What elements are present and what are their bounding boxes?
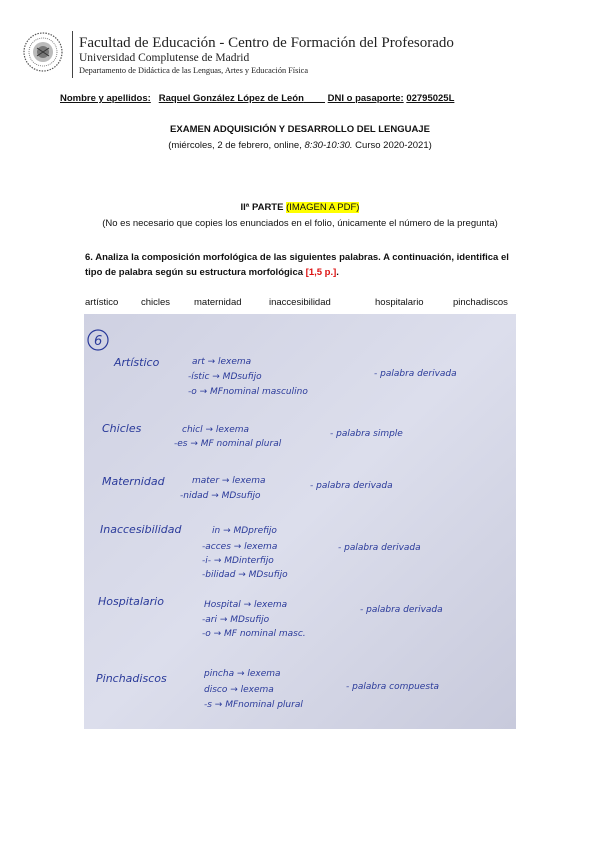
id-value: 02795025L — [406, 93, 455, 104]
svg-text:-ístic → MDsufijo: -ístic → MDsufijo — [188, 372, 262, 382]
hw-pinchadiscos-word: Pinchadiscos — [96, 672, 167, 685]
question-6: 6. Analiza la composición morfológica de las siguientes palabras. A continuación, identifica el tipo de palabra según su estructura morfológica [1,5 p.]. — [85, 252, 509, 278]
handwritten-answer-photo — [84, 314, 516, 729]
svg-text:-acces → lexema: -acces → lexema — [202, 542, 278, 552]
svg-text:-s → MFnominal plural: -s → MFnominal plural — [204, 700, 303, 710]
svg-text:pincha → lexema: pincha → lexema — [204, 669, 281, 679]
student-id-line — [60, 93, 454, 104]
word-chicles: chicles — [141, 297, 171, 308]
name-value: Raquel González López de León — [158, 93, 304, 104]
word-inaccesibilidad: inaccesibilidad — [269, 297, 331, 308]
word-pinchadiscos: pinchadiscos — [453, 297, 508, 308]
svg-text:- palabra simple: - palabra simple — [330, 429, 403, 439]
name-label: Nombre y apellidos: — [60, 93, 151, 104]
word-artistico: artístico — [85, 297, 119, 308]
svg-text:-o → MFnominal masculino: -o → MFnominal masculino — [188, 387, 308, 397]
university-seal-logo — [22, 30, 64, 74]
svg-text:disco → lexema: disco → lexema — [204, 685, 274, 695]
hw-artistico-word: Artístico — [114, 356, 160, 369]
svg-text:mater → lexema: mater → lexema — [192, 476, 266, 486]
exam-title: EXAMEN ADQUISICIÓN Y DESARROLLO DEL LENGUAJE — [170, 124, 430, 135]
svg-text:-es → MF nominal plural: -es → MF nominal plural — [174, 439, 282, 449]
exam-date-suffix: Curso 2020-2021) — [352, 140, 432, 151]
question-text: 6. Analiza la composición morfológica de las siguientes palabras. A continuación, identifica el tipo de palabra según su estructura morfológica — [85, 252, 509, 278]
svg-text:in → MDprefijo: in → MDprefijo — [212, 526, 277, 536]
id-label: DNI o pasaporte: — [327, 93, 404, 104]
svg-text:-i- → MDinterfijo: -i- → MDinterfijo — [202, 556, 274, 566]
exam-date-prefix: (miércoles, 2 de febrero, online, — [168, 140, 305, 151]
svg-text:- palabra derivada: - palabra derivada — [338, 543, 421, 553]
svg-text:-ari → MDsufijo: -ari → MDsufijo — [202, 615, 270, 625]
exam-date — [0, 140, 600, 151]
svg-text:- palabra derivada: - palabra derivada — [360, 605, 443, 615]
hw-inaccesibilidad-word: Inaccesibilidad — [100, 523, 182, 536]
part-highlight: (IMAGEN A PDF) — [286, 202, 360, 213]
svg-text:art → lexema: art → lexema — [192, 357, 252, 367]
hw-maternidad-word: Maternidad — [102, 475, 165, 488]
svg-text:- palabra compuesta: - palabra compuesta — [346, 682, 440, 692]
hw-number: 6 — [94, 334, 103, 349]
svg-text:-nidad → MDsufijo: -nidad → MDsufijo — [180, 491, 261, 501]
university-name: Universidad Complutense de Madrid — [79, 52, 250, 64]
exam-time: 8:30-10:30. — [304, 140, 353, 151]
svg-text:- palabra derivada: - palabra derivada — [310, 481, 393, 491]
question-points: [1,5 p.] — [305, 266, 337, 278]
word-maternidad: maternidad — [194, 297, 242, 308]
part-title: IIª PARTE — [240, 202, 287, 213]
svg-text:-o → MF nominal masc.: -o → MF nominal masc. — [202, 629, 306, 639]
part-note: (No es necesario que copies los enunciados en el folio, únicamente el número de la pregunta) — [102, 218, 498, 229]
hw-hospitalario-word: Hospitalario — [98, 595, 164, 608]
hw-chicles-word: Chicles — [102, 422, 142, 435]
svg-text:chicl → lexema: chicl → lexema — [182, 425, 250, 435]
part-heading — [0, 202, 600, 213]
svg-text:- palabra derivada: - palabra derivada — [374, 369, 457, 379]
department-name: Departamento de Didáctica de las Lenguas, Artes y Educación Física — [79, 66, 309, 75]
faculty-name: Facultad de Educación - Centro de Formación del Profesorado — [79, 35, 454, 51]
word-hospitalario: hospitalario — [375, 297, 424, 308]
svg-text:Hospital → lexema: Hospital → lexema — [204, 600, 288, 610]
svg-text:-bilidad → MDsufijo: -bilidad → MDsufijo — [202, 570, 288, 580]
header-divider — [72, 31, 73, 78]
